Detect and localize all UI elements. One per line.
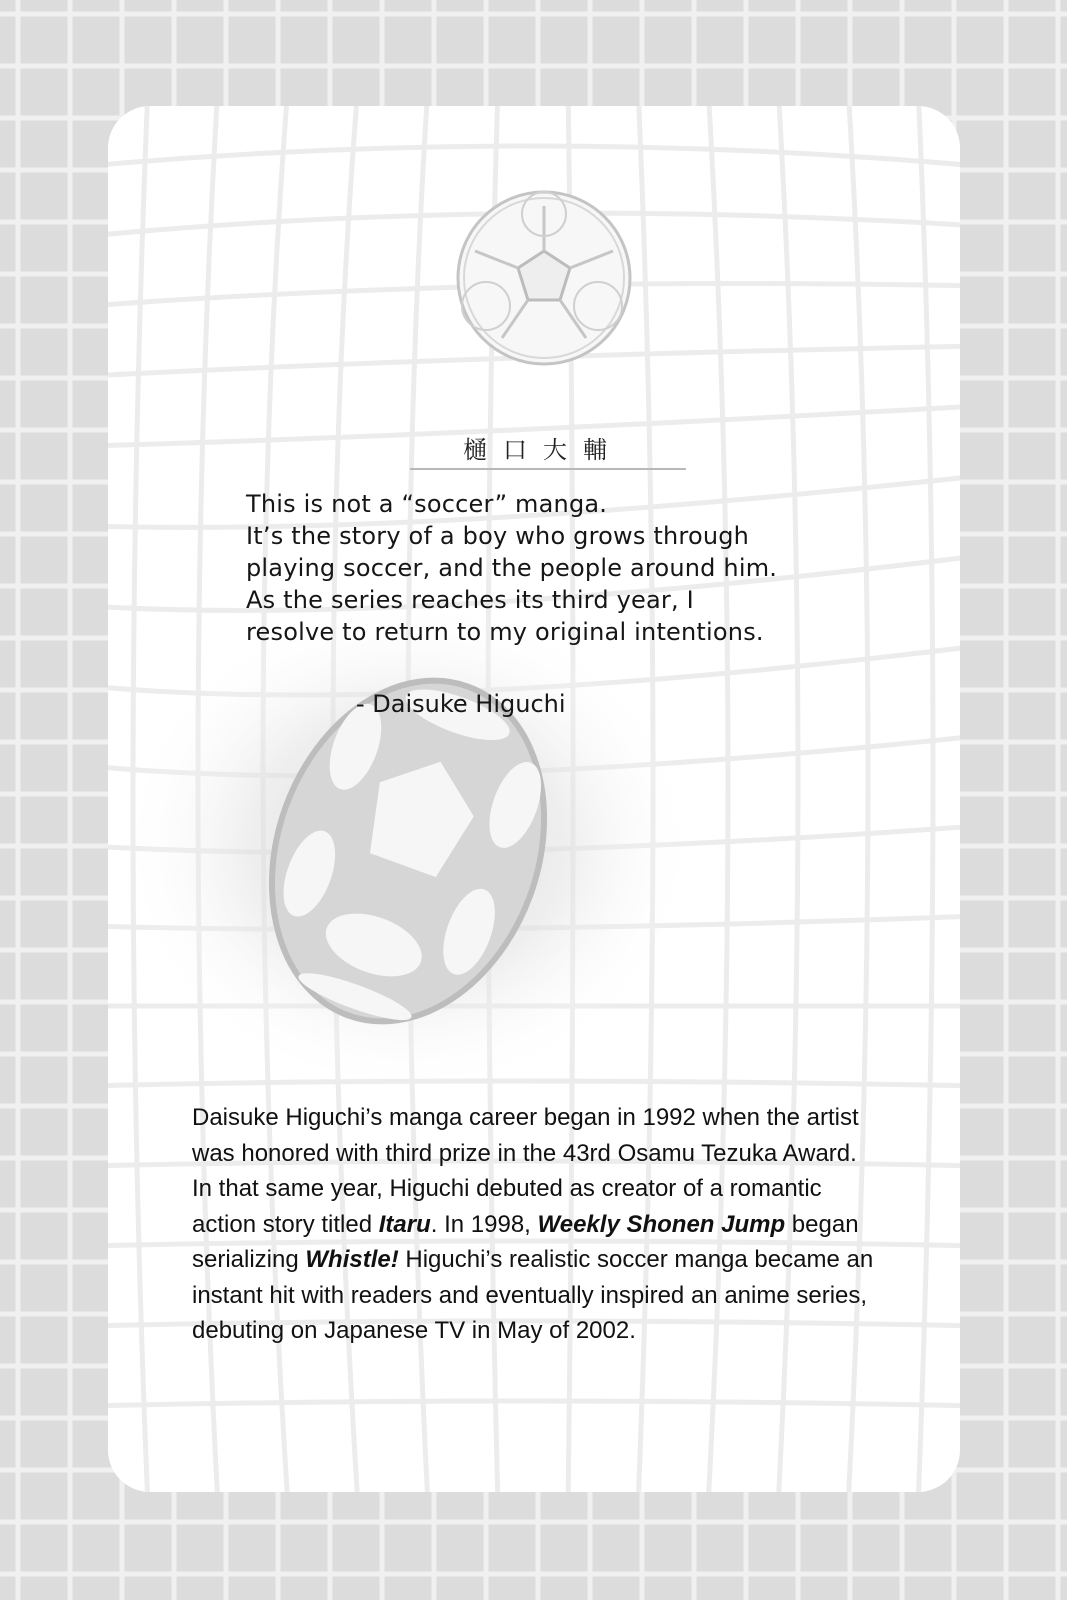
bio-title-itaru: Itaru (378, 1210, 431, 1238)
small-soccer-ball-sketch (458, 192, 630, 364)
quote-attribution: - Daisuke Higuchi (356, 690, 566, 718)
bio-text: Higuchi’s realistic soccer manga became an instant hit with readers and eventually inspired an anime series, debuting on Japanese TV in May of 2002. (192, 1246, 874, 1344)
quote-line: This is not a “soccer” manga. (246, 490, 608, 518)
quote-line: playing soccer, and the people around him. (246, 554, 778, 582)
author-biography (192, 1100, 882, 1349)
bio-text: began serializing (192, 1210, 859, 1273)
bio-text: . In 1998, (430, 1210, 538, 1238)
author-quote (246, 488, 886, 648)
bio-magazine-name: Weekly Shonen Jump (537, 1210, 786, 1238)
quote-line: As the series reaches its third year, I (246, 586, 694, 614)
name-underline (410, 468, 686, 470)
author-name-japanese: 樋口大輔 (463, 436, 623, 464)
bio-title-whistle: Whistle! (305, 1246, 399, 1273)
quote-line: resolve to return to my original intentions. (246, 618, 764, 646)
bio-text: Daisuke Higuchi’s manga career began in 1992 when the artist was honored with third prize in the 43rd Osamu Tezuka Award. In that same year, Higuchi debuted as creator of a romantic action story titled (192, 1104, 859, 1238)
author-card (108, 106, 960, 1492)
quote-line: It’s the story of a boy who grows through (246, 522, 750, 550)
